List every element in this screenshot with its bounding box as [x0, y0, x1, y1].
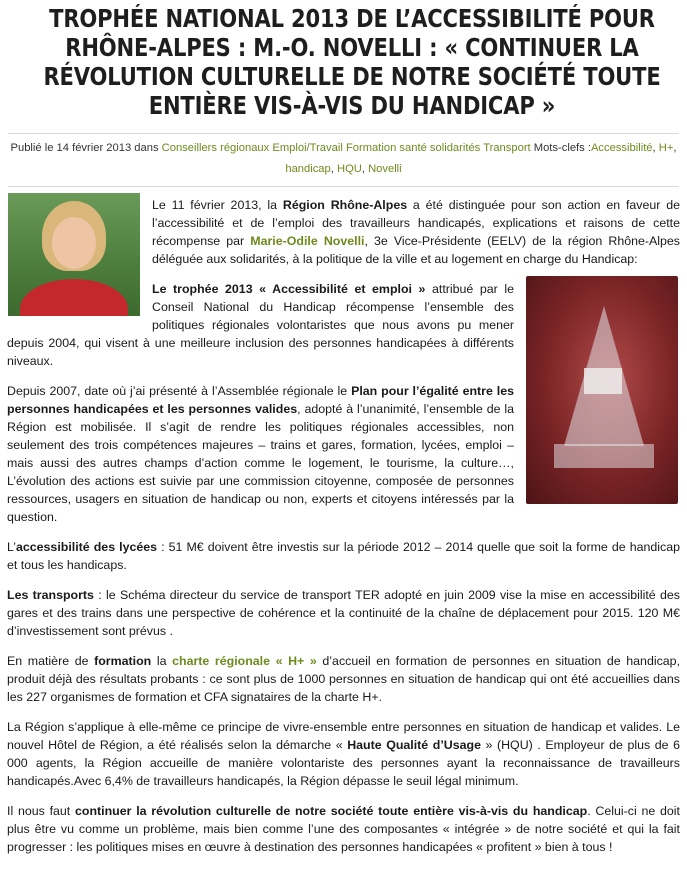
category-link[interactable]: Conseillers régionaux	[161, 142, 270, 154]
tag-link[interactable]: Accessibilité	[590, 142, 653, 154]
published-prefix: Publié le 14 février 2013 dans	[10, 142, 159, 154]
paragraph-conclusion: Il nous faut continuer la révolution culturelle de notre société toute entière vis-à-vis du handicap. Celui-ci ne doit plus être vu comme un problème, mais bien comme l’une des composantes « intégrée » de notre société et qui la fait progresser : les politiques mises en œuvre à destination des personnes handicapées « profitent » bien à tous !	[7, 804, 680, 854]
tags-prefix: Mots-clefs :	[533, 142, 591, 154]
tag-link[interactable]: handicap	[285, 163, 331, 175]
category-link[interactable]: Formation	[345, 142, 397, 154]
category-link[interactable]: solidarités	[429, 142, 481, 154]
paragraph-plan: Depuis 2007, date où j’ai présenté à l’Assemblée régionale le Plan pour l’égalité entre les personnes handicapées et les personnes valides, adopté à l’unanimité, l’ensemble de la Région est mobilisée. Il s’agit de rendre les politiques régionales accessibles, non seulement des trois compétences majeures – trains et gares, formation, lycées, emploi – mais aussi des autres champs d’action comme le logement, le tourisme, la culture…, L’évolution des actions est suivie par une commission citoyenne, composée de personnes ressources, usagers en situation de handicap ou non, experts et citoyens intéressés par la question.	[7, 384, 515, 524]
paragraph-formation: En matière de formation la charte régionale « H+ » d’accueil en formation de personnes en situation de handicap, produit déjà des résultats probants : ce sont plus de 1000 personnes en situation de handicap qui ont été accueillies dans les 227 organismes de formation et CFA signataires de la charte H+.	[7, 654, 681, 704]
paragraph-transports: Les transports : le Schéma directeur du service de transport TER adopté en juin 2009 vise la mise en accessibilité des gares et des trains dans une perspective de cohérence et la continuité de la chaîne de déplacement pour 2015. 120 M€ d’investissement sont prévus .	[7, 588, 680, 638]
tag-link[interactable]: Novelli	[368, 163, 402, 175]
paragraph-trophy: Le trophée 2013 « Accessibilité et emploi » attribué par le Conseil National du Handicap récompense l’ensemble des politiques régionales volontaristes que nous avons pu mener depuis 2004, qui visent à une meilleure inclusion des personnes handicapées à différents niveaux.	[7, 282, 514, 368]
category-link[interactable]: Emploi/Travail	[272, 142, 343, 154]
trophy-photo	[526, 276, 678, 504]
tag-link[interactable]: H+	[658, 142, 674, 154]
paragraph-region: La Région s’applique à elle-même ce principe de vivre-ensemble entre personnes en situation de handicap et valides. Le nouvel Hôtel de Région, a été réalisés selon la démarche « Haute Qualité d’Usage » (HQU) . Employeur de plus de 6 000 agents, la Région accueille de manière volontariste des personnes ayant la reconnaissance de travailleurs handicapés.Avec 6,4% de travailleurs handicapés, la Région dépasse le seuil légal minimum.	[7, 720, 681, 788]
article-title: TROPHÉE NATIONAL 2013 DE L’ACCESSIBILITÉ POUR RHÔNE-ALPES : M.-O. NOVELLI : « CONTINUER LA RÉVOLUTION CULTURELLE DE NOTRE SOCIÉTÉ TOUTE ENTIÈRE VIS-À-VIS DU HANDICAP »	[43, 4, 661, 120]
tag-link[interactable]: HQU	[336, 163, 362, 175]
charte-link[interactable]: charte régionale « H+ »	[172, 654, 317, 668]
category-link[interactable]: Transport	[483, 142, 531, 154]
novelli-link[interactable]: Marie-Odile Novelli	[250, 234, 365, 248]
paragraph-lycees: L’accessibilité des lycées : 51 M€ doivent être investis sur la période 2012 – 2014 quelle que soit la forme de handicap et tous les handicaps.	[7, 540, 680, 572]
article-meta: Publié le 14 février 2013 dans Conseillers régionaux Emploi/Travail Formation santé solidarités Transport Mots-clefs :Accessibilité, H+, handicap, HQU, Novelli	[8, 133, 679, 187]
category-link[interactable]: santé	[399, 142, 427, 154]
article-body	[0, 187, 687, 856]
paragraph-intro: Le 11 février 2013, la Région Rhône-Alpes a été distinguée pour son action en faveur de l’accessibilité et de l’emploi des travailleurs handicapés, explications et raisons de cette récompense par Marie-Odile Novelli, 3e Vice-Présidente (EELV) de la région Rhône-Alpes déléguée aux solidarités, à la politique de la ville et au logement en charge du Handicap:	[152, 198, 681, 266]
portrait-photo	[8, 193, 140, 316]
